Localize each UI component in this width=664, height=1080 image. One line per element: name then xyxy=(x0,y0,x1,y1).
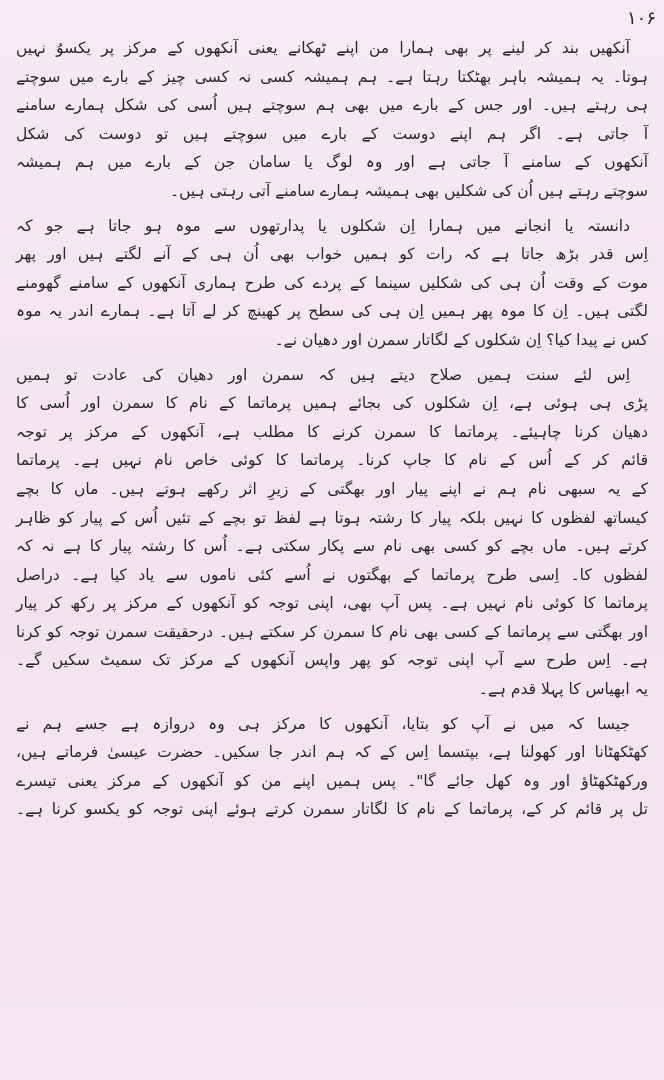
text-line: پرماتما کا کوئی نام نہیں ہے۔ پس آپ بھی، اپنی توجہ کو آنکھوں کے مرکز پر رکھ کر پیار xyxy=(16,594,648,613)
text-line: قائم کر کے اُس کے نام کا جاپ کرنا۔ پرماتما کا کوئی خاص نام نہیں ہے۔ پرماتما xyxy=(16,451,648,470)
text-line: دانستہ یا انجانے میں ہمارا اِن شکلوں یا پدارتھوں سے موہ ہو جاتا ہے جو کہ xyxy=(16,216,630,235)
text-line: کس نے پیدا کیا؟ اِن شکلوں کے لگاتار سمرن اور دھیان نے۔ xyxy=(274,330,648,349)
text-line: آنکھوں کے سامنے آ جاتی ہے اور وہ لوگ یا سامان جن کے بارے میں ہم ہمیشہ xyxy=(16,153,648,172)
text-line: اِس لئے سنت ہمیں صلاح دیتے ہیں کہ سمرن اور دھیان کی عادت تو ہمیں xyxy=(16,365,630,384)
text-line: سوچتے رہتے ہیں اُن کی شکلیں بھی ہمیشہ ہمارے سامنے آتی رہتی ہیں۔ xyxy=(170,181,648,200)
text-line: دھیان کرنا چاہیئے۔ پرماتما کا سمرن کرنے کا مطلب ہے، آنکھوں کے مرکز پر توجہ xyxy=(16,422,648,441)
text-line: اور بھگتی سے پرماتما کے کسی بھی نام کا سمرن کر سکتے ہیں۔ درحقیقت سمرن توجہ کو کرنا xyxy=(16,622,648,641)
text-line: جیسا کہ میں نے آپ کو بتایا، آنکھوں کا مرکز ہی وہ دروازہ ہے جسے ہم نے xyxy=(16,714,630,733)
text-line: ہی رہتے ہیں۔ اور جس کے بارے میں بھی ہم سوچتے ہیں اُسی کی شکل ہمارے سامنے xyxy=(16,96,648,115)
text-line: لفظوں کا۔ اِسی طرح پرماتما کے بھگتوں نے اُسے کئی ناموں سے یاد کیا ہے۔ دراصل xyxy=(16,565,648,584)
text-line: اِس قدر بڑھ جاتا ہے کہ رات کو ہمیں خواب بھی اُن ہی کے آنے لگتے ہیں اور پھر xyxy=(16,245,648,264)
text-line: ہے۔ اِس طرح سے آپ اپنی توجہ کو پھر واپس آنکھوں کے مرکز تک سمیٹ سکیں گے۔ xyxy=(16,651,648,670)
text-line: آ جاتی ہے۔ اگر ہم اپنے دوست کے بارے میں سوچتے ہیں تو دوست کی شکل xyxy=(16,124,648,143)
text-line: لگتی ہیں۔ اِن کا موہ پھر ہمیں اِن ہی کی سطح پر کھینچ کر لے آتا ہے۔ ہمارے اندر یہ موہ xyxy=(16,302,648,321)
text-line: ورکھٹکھٹاؤ اور وہ کھل جائے گا"۔ پس ہمیں اپنے من کو آنکھوں کے مرکز یعنی تیسرے xyxy=(16,771,648,790)
text-line: تل پر قائم کر کے، پرماتما کے نام کا لگاتار سمرن کرتے ہوئے اپنی توجہ کو یکسو کرنا ہے۔ xyxy=(16,800,648,819)
text-line: آنکھیں بند کر لینے پر بھی ہمارا من اپنے ٹھکانے یعنی آنکھوں کے مرکز پر یکسوُ نہیں xyxy=(16,39,630,57)
page-number: ۱۰۶ xyxy=(626,8,656,29)
text-line: کیساتھ لفظوں کا نہیں بلکہ پیار کا رشتہ ہوتا ہے لفظ تو بچے کے تئیں اُس کے پیار کو ظاہر xyxy=(16,508,648,527)
urdu-text-body xyxy=(14,34,650,824)
text-line: پڑی ہی ہوئی ہے، اِن شکلوں کی بجائے ہمیں پرماتما کے نام کا سمرن اور اُسی کا xyxy=(16,394,648,413)
text-line: یہ ابھیاس کا پہلا قدم ہے۔ xyxy=(478,680,648,699)
text-line: کھٹکھٹانا اور کھولنا ہے، بپتسما اِس کے کہ ہم اندر جا سکیں۔ حضرت عیسیٰ فرماتے ہیں، xyxy=(16,743,648,762)
text-line: ہوتا۔ یہ ہمیشہ باہر بھٹکتا رہتا ہے۔ ہم ہمیشہ کسی نہ کسی چیز کے بارے میں سوچتے xyxy=(16,67,648,86)
text-line: کرتے ہیں۔ ماں بچے کو کسی بھی نام سے پکار سکتی ہے۔ اُس کا رشتہ پیار کا ہے نہ کہ xyxy=(16,537,648,556)
text-line: کے یہ سبھی نام ہم نے اپنے پیار اور بھگتی کے زیرِ اثر رکھے ہوتے ہیں۔ ماں کا بچے xyxy=(16,479,648,498)
text-line: موت کے وقت اُن ہی کی شکلیں سینما کے پردے کی طرح ہماری آنکھوں کے سامنے گھومنے xyxy=(16,273,648,292)
